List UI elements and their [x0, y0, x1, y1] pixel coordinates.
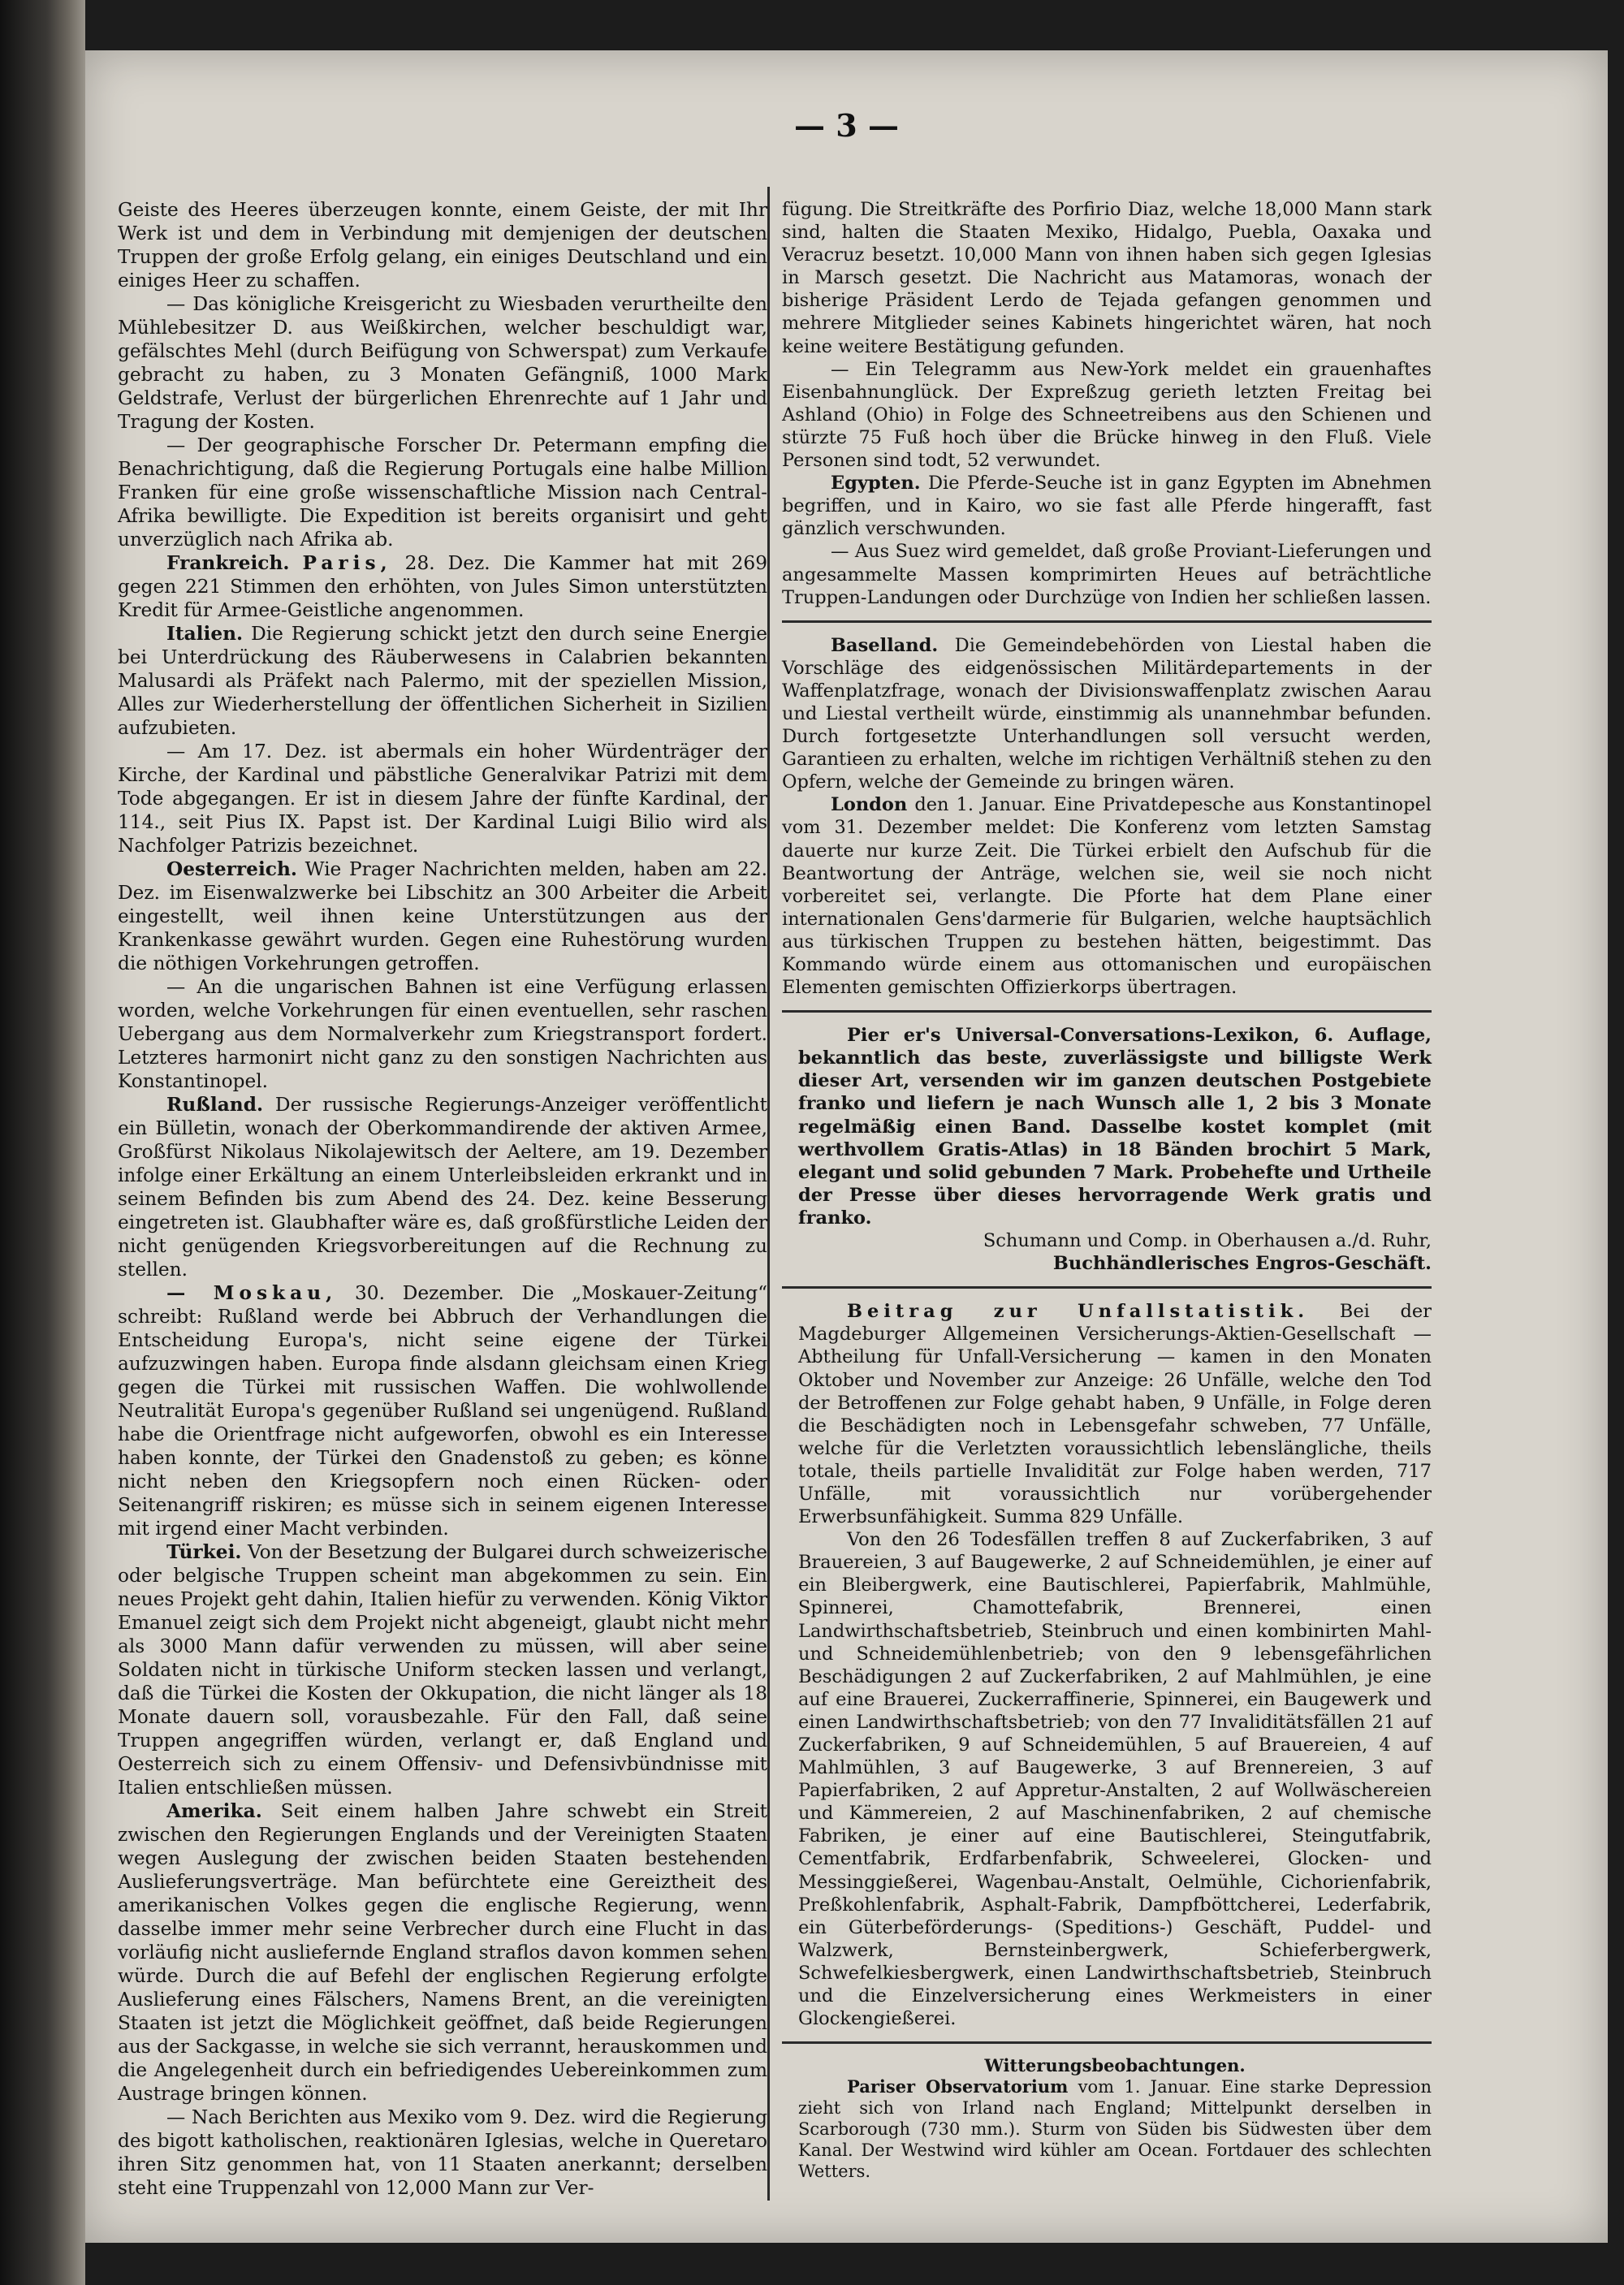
- book-binding-edge: [0, 0, 85, 2285]
- article-text: den 1. Januar. Eine Privatdepesche aus Konstantinopel vom 31. Dezember meldet: Die Konferenz vom letzten Samstag dauerte nur kurze Zeit. Die Türkei erbielt den Aufschub für die Beantwortung der Anträge, welchen sie, weil sie noch nicht vorbereitet sei, verlangte. Die Pforte hat dem Plane einer internationalen Gens'darmerie für Bulgarien, welche hauptsächlich aus türkischen Truppen zu bestehen hätten, beigestimmt. Das Kommando würde einem aus ottomanischen und europäischen Elementen gemischten Offizierkorps übertragen.: [782, 794, 1432, 999]
- article-paragraph: — Nach Berichten aus Mexiko vom 9. Dez. wird die Regierung des bigott katholischen, reaktionären Iglesias, welche in Queretaro ihren Sitz genommen hat, von 11 Staaten anerkannt; derselben steht eine Truppenzahl von 12,000 Mann zur Ver-: [118, 2106, 767, 2199]
- section-heading: London: [831, 794, 908, 816]
- article-amerika: [118, 1799, 767, 2106]
- article-paragraph: — Das königliche Kreisgericht zu Wiesbaden verurtheilte den Mühlebesitzer D. aus Weißkirchen, welcher beschuldigt war, gefälschtes Mehl (durch Beifügung von Schwerspat) zum Verkaufe gebracht zu haben, zu 3 Monaten Gefängniß, 1000 Mark Geldstrafe, Verlust der bürgerlichen Ehrenrechte auf 1 Jahr und Tragung der Kosten.: [118, 293, 767, 433]
- advertisement-signature: Schumann und Comp. in Oberhausen a./d. Ruhr,: [983, 1230, 1432, 1252]
- weather-lead: Pariser Observatorium: [847, 2076, 1069, 2097]
- dateline-place: Paris,: [302, 552, 392, 574]
- section-heading: Amerika.: [166, 1800, 262, 1822]
- article-text: Die Regierung schickt jetzt den durch seine Energie bei Unterdrückung des Räuberwesens in Calabrien bekannten Malusardi als Präfekt nach Palermo, mit der speziellen Mission, Alles zur Wiederherstellung der öffentlichen Sicherheit in Sizilien aufzubieten.: [118, 623, 768, 739]
- article-text: Seit einem halben Jahre schwebt ein Streit zwischen den Regierungen Englands und der Vereinigten Staaten wegen Auslegung der zwischen beiden Staaten bestehenden Auslieferungsverträge. Man befürchtete eine Gereiztheit des amerikanischen Volkes gegen die englische Regierung, wenn dasselbe immer mehr seine Verbrecher durch eine Flucht in das vorläufig nicht ausliefernde England straflos davon kommen sehen würde. Durch die auf Befehl der englischen Regierung erfolgte Auslieferung eines Fälschers, Namens Brent, an die vereinigten Staaten ist jetzt die Möglichkeit geöffnet, daß beide Regierungen aus der Sackgasse, in welche sie sich verrannt, herauskommen und die Angelegenheit durch ein befriedigendes Uebereinkommen zum Austrage bringen können.: [118, 1800, 768, 2105]
- article-moskau: [118, 1281, 767, 1540]
- section-heading: Rußland.: [166, 1094, 264, 1116]
- article-text: Wie Prager Nachrichten melden, haben am 22. Dez. im Eisenwalzwerke bei Libschitz an 300 Arbeiter die Arbeit eingestellt, weil ihnen keine Unterstützungen aus der Krankenkasse gewährt wurden. Gegen eine Ruhestörung wurden die nöthigen Vorkehrungen getroffen.: [118, 858, 767, 974]
- statistics-box: [782, 1300, 1432, 2030]
- article-paragraph: — Der geographische Forscher Dr. Petermann empfing die Benachrichtigung, daß die Regierung Portugals eine halbe Million Franken für eine große wissenschaftliche Mission nach Central-Afrika bewilligte. Die Expedition ist bereits organisirt und geht unverzüglich nach Afrika ab.: [118, 434, 767, 551]
- article-text: 30. Dezember. Die „Moskauer-Zeitung“ schreibt: Rußland werde bei Abbruch der Verhandlungen die Entscheidung Europa's, nicht seine eigene der Türkei aufzuzwingen haben. Europa finde alsdann gleichsam einen Krieg gegen die Türkei mit russischen Waffen. Die wohlwollende Neutralität Europa's gegenüber Rußland sei ungenügend. Rußland habe die Orientfrage nicht aufgeworfen, obwohl es ein Interesse haben konnte, der Türkei den Gnadenstoß zu geben; es könne nicht neben den Kriegsopfern noch einen Rücken- oder Seitenangriff riskiren; es müsse sich in seinem eigenen Interesse mit irgend einer Macht verbinden.: [118, 1282, 767, 1540]
- article-oesterreich: [118, 857, 767, 975]
- left-column: [118, 198, 767, 2200]
- article-paragraph: fügung. Die Streitkräfte des Porfirio Diaz, welche 18,000 Mann stark sind, halten die Staaten Mexiko, Hidalgo, Puebla, Oaxaka und Veracruz besetzt. 10,000 Mann von ihnen haben sich gegen Iglesias in Marsch gesetzt. Die Nachricht aus Matamoras, wonach der bisherige Präsident Lerdo de Tejada gefangen genommen und mehrere Mitglieder seines Kabinets hingerichtet wären, hat noch keine weitere Bestätigung gefunden.: [782, 199, 1432, 357]
- article-egypten: [782, 472, 1432, 540]
- section-heading: Italien.: [166, 623, 244, 645]
- section-rule: [782, 1010, 1432, 1013]
- article-paragraph: — An die ungarischen Bahnen ist eine Verfügung erlassen worden, welche Vorkehrungen für einen eventuellen, sehr raschen Uebergang aus dem Normalverkehr zum Kriegstransport fordert. Letzteres harmonirt nicht ganz zu den sonstigen Nachrichten aus Konstantinopel.: [118, 976, 767, 1092]
- section-heading: Oesterreich.: [166, 858, 297, 880]
- article-italien: [118, 622, 767, 740]
- column-divider: [767, 187, 770, 2201]
- article-text: Von der Besetzung der Bulgarei durch schweizerische oder belgische Truppen scheint man abgekommen zu sein. Ein neues Projekt geht dahin, Italien hiefür zu verwenden. König Viktor Emanuel zeigt sich dem Projekt nicht abgeneigt, glaubt nicht mehr als 3000 Mann dafür verwenden zu müssen, will aber seine Soldaten nicht in türkische Uniform stecken lassen und verlangt, daß die Türkei die Kosten der Okkupation, die nicht länger als 18 Monate dauern soll, vorausbezahle. Für den Fall, daß seine Truppen angegriffen würden, verlangt er, daß England und Oesterreich sich zu einem Offensiv- und Defensivbündnisse mit Italien entschließen müssen.: [118, 1541, 767, 1799]
- article-russland: [118, 1093, 767, 1281]
- article-london: [782, 793, 1432, 999]
- section-rule: [782, 620, 1432, 623]
- weather-text: vom 1. Januar. Eine starke Depression zieht sich von Irland nach England; Mittelpunkt derselben in Scarborough (730 mm.). Sturm von Süden bis Südwesten über dem Kanal. Der Westwind wird kühler am Ocean. Fortdauer des schlechten Wetters.: [798, 2077, 1432, 2182]
- section-heading: Türkei.: [166, 1541, 242, 1563]
- article-text: Die Gemeindebehörden von Liestal haben die Vorschläge des eidgenössischen Militärdepartements in der Waffenplatzfrage, wonach der Divisionswaffenplatz zwischen Aarau und Liestal vertheilt würde, einstimmig als unannehmbar befunden. Durch fortgesetzte Unterhandlungen soll versucht werden, Garantieen zu erhalten, welche im richtigen Verhältniß stehen zu den Opfern, welche der Gemeinde zu bringen wären.: [782, 634, 1432, 793]
- article-paragraph: — Aus Suez wird gemeldet, daß große Proviant-Lieferungen und angesammelte Massen komprimirten Heues auf beträchtliche Truppen-Landungen oder Durchzüge von Indien her schließen lassen.: [782, 541, 1432, 608]
- section-heading: Baselland.: [831, 634, 939, 656]
- newspaper-page: [85, 50, 1608, 2243]
- dateline-place: — Moskau,: [166, 1282, 338, 1304]
- article-unfallstatistik: [798, 1300, 1432, 1528]
- section-heading: Frankreich.: [166, 552, 290, 574]
- advertisement-text: Pier er's Universal-Conversations-Lexikon, 6. Auflage, bekanntlich das beste, zuverlässigste und billigste Werk dieser Art, versenden wir im ganzen deutschen Postgebiete franko und liefern je nach Wunsch alle 1, 2 bis 3 Monate regelmäßig einen Band. Dasselbe kostet komplet (mit werthvollem Gratis-Atlas) in 18 Bänden brochirt 5 Mark, elegant und solid gebunden 7 Mark. Probehefte und Urtheile der Presse über dieses hervorragende Werk gratis und franko.: [798, 1025, 1432, 1229]
- article-paragraph: — Ein Telegramm aus New-York meldet ein grauenhaftes Eisenbahnunglück. Der Expreßzug gerieth letzten Freitag bei Ashland (Ohio) in Folge des Schneetreibens aus den Schienen und stürzte 75 Fuß hoch über die Brücke hinweg in den Fluß. Viele Personen sind todt, 52 verwundet.: [782, 358, 1432, 472]
- section-rule: [782, 2041, 1432, 2044]
- advertisement-signature: Buchhändlerisches Engros-Geschäft.: [1052, 1253, 1432, 1275]
- article-paragraph: Geiste des Heeres überzeugen konnte, einem Geiste, der mit Ihr Werk ist und dem in Verbindung mit demjenigen der deutschen Truppen der große Erfolg gelang, ein einiges Deutschland und ein einiges Heer zu schaffen.: [118, 199, 767, 292]
- weather-box: [782, 2055, 1432, 2182]
- article-text: Der russische Regierungs-Anzeiger veröffentlicht ein Bülletin, wonach der Oberkommandirende der aktiven Armee, Großfürst Nikolaus Nikolajewitsch der Aeltere, am 19. Dezember infolge einer Erkältung an einem Unterleibsleiden erkrankt und in seinem Befinden bis zum Abend des 24. Dez. keine Besserung eingetreten ist. Glaubhafter wäre es, daß großfürstliche Leiden der nicht genügenden Kriegsvorbereitungen auf die Rechnung zu stellen.: [118, 1094, 767, 1281]
- article-paragraph: Von den 26 Todesfällen treffen 8 auf Zuckerfabriken, 3 auf Brauereien, 3 auf Baugewerke, 2 auf Schneidemühlen, je einer auf ein Bleibergwerk, eine Bautischlerei, Papierfabrik, Mahlmühle, Spinnerei, Chamottefabrik, Brennerei, einen Landwirthschaftsbetrieb, Steinbruch und einen kombinirten Mahl- und Schneidemühlenbetrieb; von den 9 lebensgefährlichen Beschädigungen 2 auf Zuckerfabriken, 2 auf Mahlmühlen, je eine auf eine Brauerei, Zuckerraffinerie, Spinnerei, ein Baugewerk und einen Landwirthschaftsbetrieb; von den 77 Invaliditätsfällen 21 auf Zuckerfabriken, 9 auf Schneidemühlen, 5 auf Brauereien, 4 auf Mahlmühlen, 3 auf Baugewerke, 3 auf Brennereien, 3 auf Papierfabriken, 2 auf Appretur-Anstalten, 2 auf Wollwäschereien und Kämmereien, 2 auf Maschinenfabriken, 2 auf chemische Fabriken, je einer auf eine Bautischlerei, Steingutfabrik, Cementfabrik, Erdfarbenfabrik, Schweelerei, Glocken- und Messinggießerei, Wagenbau-Anstalt, Oelmühle, Cichorienfabrik, Preßkohlenfabrik, Asphalt-Fabrik, Dampfböttcherei, Lederfabrik, ein Güterbeförderungs- (Speditions-) Geschäft, Puddel- und Walzwerk, Bernsteinbergwerk, Schieferbergwerk, Schwefelkiesbergwerk, einen Landwirthschaftsbetrieb, Steinbruch und die Einzelversicherung eines Werkmeisters in einer Glockengießerei.: [798, 1529, 1432, 2030]
- weather-heading: Witterungsbeobachtungen.: [984, 2055, 1246, 2076]
- article-text: Bei der Magdeburger Allgemeinen Versicherungs-Aktien-Gesellschaft — Abtheilung für Unfall-Versicherung — kamen in den Monaten Oktober und November zur Anzeige: 26 Unfälle, welche den Tod der Betroffenen zur Folge gehabt haben, 9 Unfälle, in Folge deren die Beschädigten noch in Lebensgefahr schweben, 77 Unfälle, welche für die Verletzten voraussichtlich lebenslängliche, theils totale, theils partielle Invalidität zur Folge haben werden, 717 Unfälle, mit voraussichtlich nur vorübergehender Erwerbsunfähigkeit. Summa 829 Unfälle.: [798, 1301, 1432, 1528]
- section-heading: Beitrag zur Unfallstatistik.: [847, 1301, 1310, 1323]
- advertisement-box: [782, 1024, 1432, 1275]
- article-text: Die Pferde-Seuche ist in ganz Egypten im Abnehmen begriffen, und in Kairo, wo sie fast alle Pferde hingerafft, fast gänzlich verschwunden.: [782, 473, 1432, 540]
- article-tuerkei: [118, 1540, 767, 1799]
- article-paragraph: — Am 17. Dez. ist abermals ein hoher Würdenträger der Kirche, der Kardinal und päbstliche Generalvikar Patrizi mit dem Tode abgegangen. Er ist in diesem Jahre der fünfte Kardinal, der 114., seit Pius IX. Papst ist. Der Kardinal Luigi Bilio wird als Nachfolger Patrizis bezeichnet.: [118, 741, 767, 857]
- article-baselland: [782, 634, 1432, 794]
- article-frankreich: [118, 551, 767, 622]
- page-number: — 3 —: [794, 107, 899, 144]
- weather-report: [798, 2076, 1432, 2182]
- section-rule: [782, 1286, 1432, 1289]
- right-column: [782, 198, 1432, 2182]
- article-text: 28. Dez. Die Kammer hat mit 269 gegen 221 Stimmen den erhöhten, von Jules Simon unterstützten Kredit für Armee-Geistliche angenommen.: [118, 552, 768, 621]
- section-heading: Egypten.: [831, 473, 921, 495]
